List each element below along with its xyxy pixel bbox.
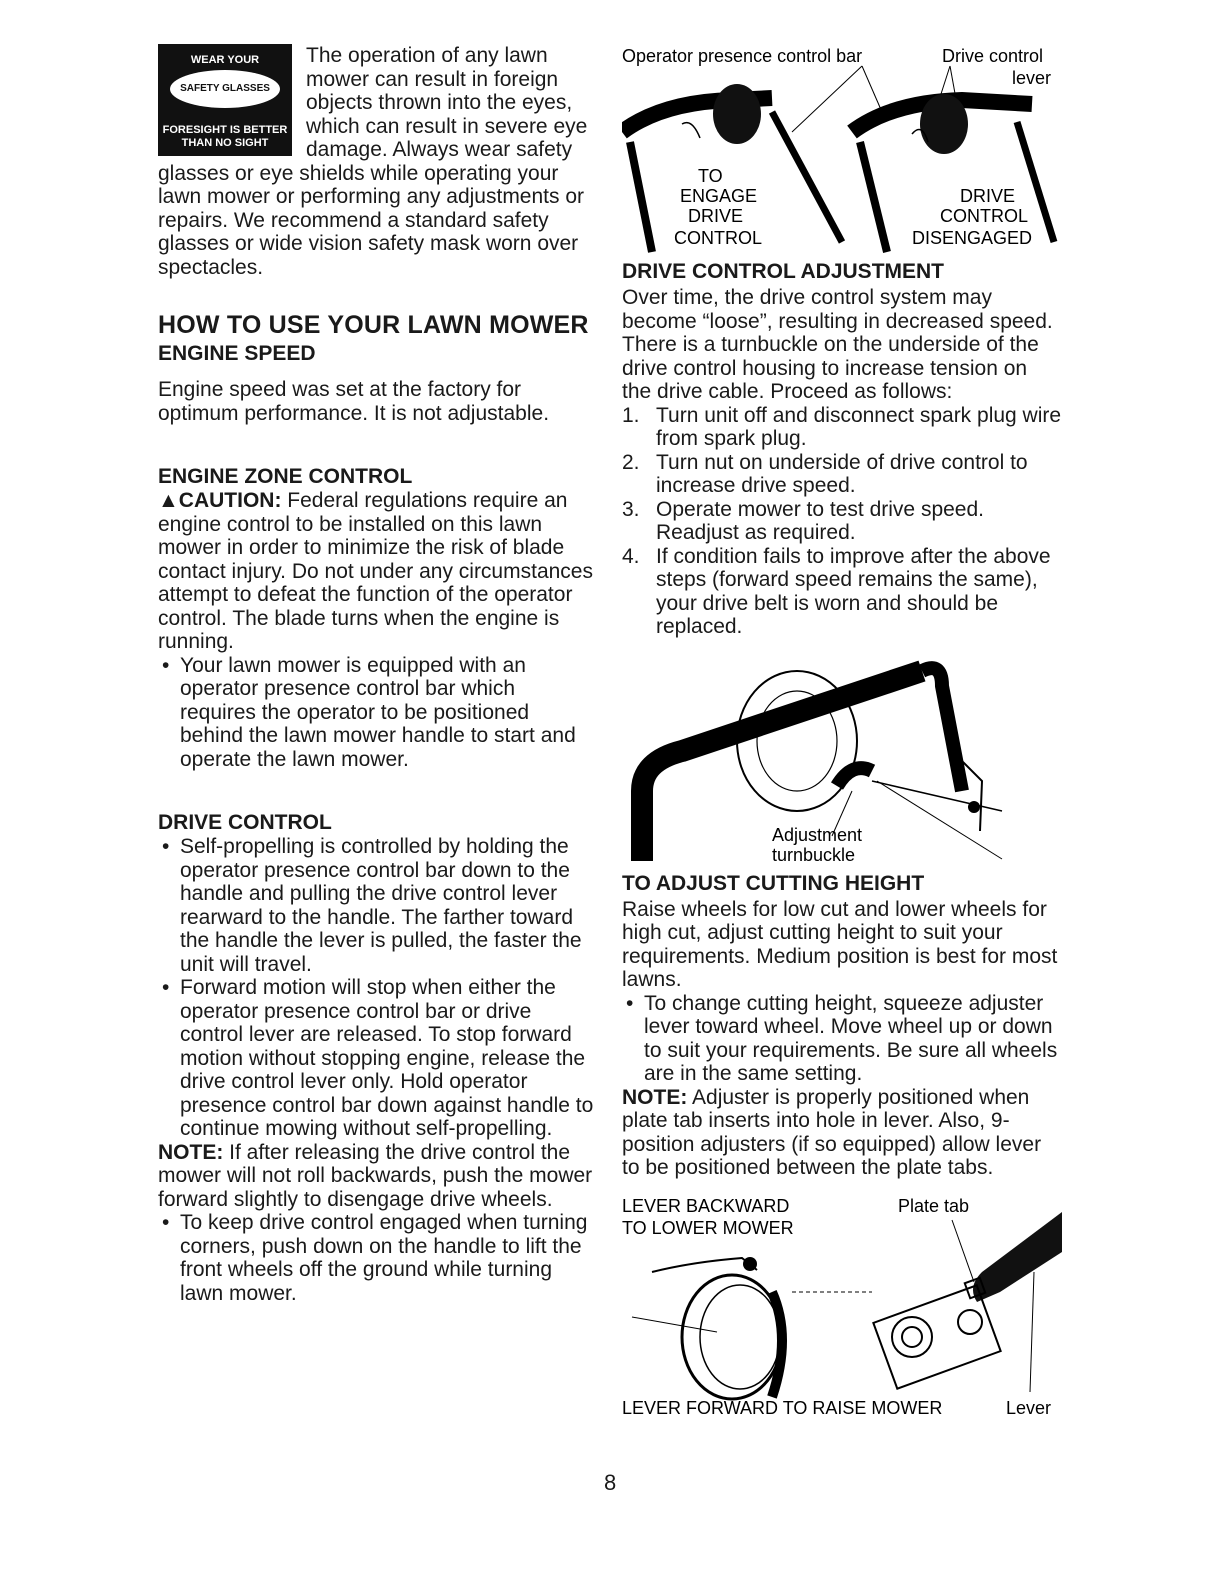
cutting-height-text: Raise wheels for low cut and lower wheels for high cut, adjust cutting height to suit your requirements. Medium position is best for most lawns. [622, 897, 1058, 991]
fig3-lever: Lever [1006, 1397, 1052, 1418]
left-column [158, 40, 596, 1305]
list-item: • Self-propelling is controlled by holding the operator presence control bar down to the handle and pulling the drive control lever rearward to the handle. The farther toward the handle the lever is pulled, the faster the unit will travel. [158, 835, 596, 976]
drive-control-illustration [622, 42, 1062, 254]
fig1-disengage-1: DRIVE [960, 186, 1016, 206]
fig1-disengage-3: DISENGAGED [912, 228, 1033, 248]
fig1-engage-4: CONTROL [674, 228, 763, 248]
engine-zone-bullets [158, 654, 596, 772]
badge-bottom-text-1: FORESIGHT IS BETTER [162, 124, 288, 136]
fig1-engage-3: DRIVE [688, 206, 744, 226]
caution-paragraph [158, 489, 596, 654]
badge-top-text: WEAR YOUR [190, 54, 260, 66]
fig1-label-bar: Operator presence control bar [622, 46, 863, 66]
fig1-engage-2: ENGAGE [680, 186, 758, 206]
badge-oval-text: SAFETY GLASSES [180, 83, 270, 94]
fig1-label-lever-2: lever [1012, 68, 1052, 88]
step-text: Turn nut on underside of drive control to increase drive speed. [656, 450, 1028, 497]
how-to-use-heading: HOW TO USE YOUR LAWN MOWER [158, 311, 589, 339]
fig3-back-1: LEVER BACKWARD [622, 1195, 790, 1216]
fig1-disengage-2: CONTROL [940, 206, 1029, 226]
step-item [622, 545, 1062, 639]
step-item [622, 451, 1062, 498]
engine-speed-text: Engine speed was set at the factory for optimum performance. It is not adjustable. [158, 378, 550, 425]
fig3-forward: LEVER FORWARD TO RAISE MOWER [622, 1397, 943, 1418]
note-label: NOTE: [158, 1140, 224, 1164]
drive-note-paragraph [158, 1141, 596, 1212]
drive-adjustment-text: Over time, the drive control system may become “loose”, resulting in decreased speed. There is a turnbuckle on the underside of the drive control housing to increase tension on the drive cable. Proceed as follows: [622, 286, 1053, 403]
list-item: • Your lawn mower is equipped with an operator presence control bar which requires the operator to be positioned behind the lawn mower handle to start and operate the lawn mower. [158, 654, 596, 772]
drive-control-figure [622, 42, 1062, 254]
turnbuckle-illustration [622, 631, 1062, 866]
engine-zone-heading: ENGINE ZONE CONTROL [158, 465, 413, 488]
caution-label: CAUTION: [178, 489, 282, 512]
badge-oval [170, 70, 280, 108]
step-item [622, 404, 1062, 451]
safety-intro [158, 40, 596, 279]
right-column [622, 42, 1062, 1422]
fig3-back-2: TO LOWER MOWER [622, 1217, 794, 1238]
step-number: 4. [622, 544, 640, 568]
drive-control-heading: DRIVE CONTROL [158, 811, 332, 834]
list-item: • Forward motion will stop when either the operator presence control bar or drive control lever are released. To stop forward motion without stopping engine, release the drive control lever only. Hold operator presence control bar down against handle to continue mowing without self-propelling. [158, 976, 596, 1141]
drive-control-bullets [158, 835, 596, 1141]
drive-control-bullets-2 [158, 1211, 596, 1305]
safety-glasses-badge [158, 44, 292, 156]
step-number: 1. [622, 403, 640, 427]
cutting-bullets [622, 992, 1062, 1086]
intro-paragraph: The operation of any lawn mower can result in foreign objects thrown into the eyes, which can result in severe eye damage. Always wear safety glasses or eye shields while operating your lawn mower or performing any adjustments or repairs. We recommend a standard safety glasses or wide vision safety mask worn over spectacles. [158, 44, 588, 279]
drive-adjustment-heading: DRIVE CONTROL ADJUSTMENT [622, 260, 945, 283]
step-text: If condition fails to improve after the above steps (forward speed remains the same), your drive belt is worn and should be replaced. [656, 544, 1051, 638]
step-item [622, 498, 1062, 545]
list-item: • To change cutting height, squeeze adjuster lever toward wheel. Move wheel up or down to suit your requirements. Be sure all wheels are in the same setting. [622, 992, 1062, 1086]
fig2-label-1: Adjustment [772, 824, 863, 845]
note-label: NOTE: [622, 1085, 688, 1109]
step-text: Turn unit off and disconnect spark plug wire from spark plug. [656, 403, 1062, 450]
list-item: • To keep drive control engaged when turning corners, push down on the handle to lift the front wheels off the ground while turning lawn mower. [158, 1211, 596, 1305]
fig1-label-lever: Drive control [942, 46, 1044, 66]
step-number: 3. [622, 497, 640, 521]
cutting-height-heading: TO ADJUST CUTTING HEIGHT [622, 871, 925, 895]
fig3-plate-tab: Plate tab [898, 1195, 970, 1216]
engine-speed-heading: ENGINE SPEED [158, 342, 316, 365]
fig2-label-2: turnbuckle [772, 844, 856, 865]
height-adjuster-illustration [622, 1192, 1062, 1422]
note-text: Adjuster is properly positioned when plate tab inserts into hole in lever. Also, 9-position adjusters (if so equipped) allow lever to be positioned between the plate tabs. [622, 1085, 1042, 1179]
caution-text: Federal regulations require an engine control to be installed on this lawn mower in order to minimize the risk of blade contact injury. Do not under any circumstances attempt to defeat the function of the operator control. The blade turns when the engine is running. [158, 489, 593, 653]
adjustment-steps [622, 404, 1062, 639]
turnbuckle-figure [622, 631, 1062, 866]
badge-bottom-text-2: THAN NO SIGHT [181, 137, 269, 149]
warning-triangle-icon: ▲ [158, 489, 179, 512]
page-number: 8 [604, 1470, 617, 1495]
cutting-note-paragraph [622, 1086, 1062, 1180]
fig1-engage-1: TO [698, 166, 723, 186]
height-adjuster-figure [622, 1192, 1062, 1422]
step-number: 2. [622, 450, 640, 474]
step-text: Operate mower to test drive speed. Readjust as required. [656, 497, 984, 544]
note-text: If after releasing the drive control the mower will not roll backwards, push the mower forward slightly to disengage drive wheels. [158, 1140, 593, 1211]
